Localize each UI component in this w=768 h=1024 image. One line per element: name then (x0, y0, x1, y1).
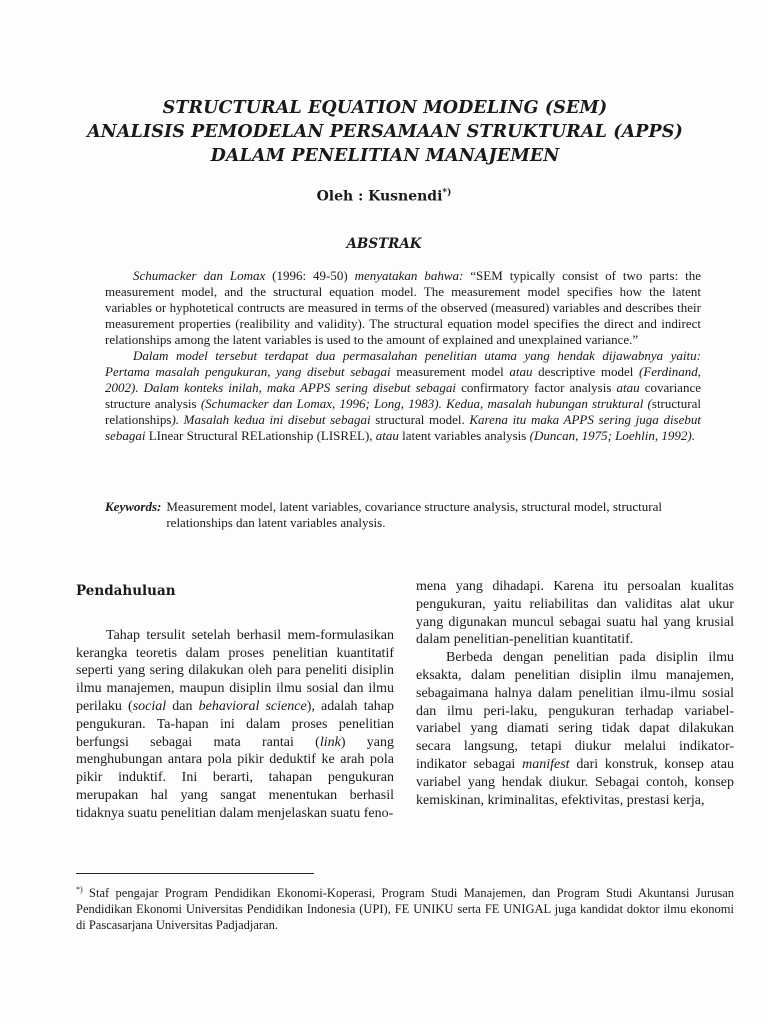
text-span: (Ferdinand, 2002). Dalam konteks inilah, maka APPS sering disebut sebagai (105, 364, 701, 395)
text-span: ) yang menghubungan antara pola pikir deduktif ke arah pola pikir induktif. Ini berarti, tahapan pengukuran merupakan hal yang sangat menentukan berhasil tidaknya suatu penelitian dalam menjelaskan suatu feno- (76, 734, 394, 821)
footnote-divider (76, 873, 314, 874)
text-span: (Schumacker dan Lomax, 1996; Long, 1983). Kedua, masalah hubungan struktural ( (200, 396, 652, 411)
paper-title (40, 96, 730, 168)
body-paragraph: mena yang dihadapi. Karena itu persoalan kualitas pengukuran, yaitu reliabilitas dan validitas alat ukur yang digunakan muncul sebagai suatu hal yang krusial dalam penelitian-penelitian kuantitatif. (416, 579, 734, 648)
text-span: confirmatory factor analysis (456, 380, 617, 395)
text-span: (1996: 49-50) (265, 268, 355, 283)
body-paragraph (76, 627, 394, 823)
text-span: Tahap tersulit setelah berhasil mem-formulasikan kerangka teoretis dalam proses penelitian kuantitatif seperti yang sering dilakukan oleh para peneliti disiplin ilmu manajemen, maupun disiplin ilmu sosial dan ilmu perilaku ( (76, 627, 394, 714)
keywords-label: Keywords: (105, 499, 162, 514)
text-span: menyatakan bahwa: (354, 268, 464, 283)
text-span: Dalam model tersebut terdapat dua permasalahan penelitian utama yang hendak dijawabnya yaitu: Pertama masalah pengukuran, yang disebut sebagai (105, 348, 701, 379)
text-span: atau (375, 428, 399, 443)
text-span: social (132, 698, 167, 714)
text-span: structural model. (370, 412, 470, 427)
left-column (76, 578, 394, 823)
author-footnote-mark: *) (442, 188, 452, 198)
keywords-text: Measurement model, latent variables, covariance structure analysis, structural model, structural relationships dan latent variables analysis. (166, 499, 662, 530)
title-line-1: STRUCTURAL EQUATION MODELING (SEM) (162, 98, 608, 118)
text-span: atau (616, 380, 640, 395)
text-span: atau (509, 364, 533, 379)
abstract-paragraph-2 (105, 348, 701, 444)
text-span: dari konstruk, konsep atau variabel yang hendak diukur. Sebagai contoh, konsep kemiskinan, kriminalitas, efektivitas, prestasi kerja, (416, 756, 735, 808)
author-line (0, 188, 768, 205)
text-span: manifest (522, 756, 570, 772)
abstract-heading: ABSTRAK (346, 236, 422, 252)
text-span: ), adalah tahap pengukuran. Ta-hapan ini dalam proses penelitian berfungsi sebagai mata rantai ( (76, 698, 395, 750)
section-heading: Pendahuluan (76, 583, 176, 599)
text-span: (Duncan, 1975; Loehlin, 1992). (529, 428, 695, 443)
abstract-body (105, 268, 701, 444)
text-span: Berbeda dengan penelitian pada disiplin ilmu eksakta, dalam penelitian disiplin ilmu manajemen, sebagaimana halnya dalam penelitian ilmu-ilmu sosial dan ilmu peri-laku, pengukuran terhadap variabel-variabel yang diamati sering tidak dapat dilakukan secara langsung, tetapi diukur melalui indikator-indikator sebagai (416, 650, 734, 772)
text-span: structural relationships (105, 396, 701, 427)
text-span: link (319, 734, 341, 750)
text-span: “SEM typically consist of two parts: the measurement model, and the structural equation model. The measurement model specifies how the latent variables or hyphotetical contructs are measured in terms of the observed (measured) variables and describes their measurement properties (realibility and validity). The structural equation model specifies the direct and indirect relationships among the latent variables is used to the amount of explained and unexplained variance.” (105, 268, 701, 347)
author-name: Oleh : Kusnendi (316, 188, 443, 205)
text-span: behavioral science (198, 698, 307, 714)
text-span: descriptive model (532, 364, 639, 379)
body-paragraph (416, 649, 734, 809)
right-column (416, 578, 734, 809)
text-span: measurement model (390, 364, 510, 379)
abstract-paragraph-1 (105, 268, 701, 348)
keywords-block (105, 499, 701, 531)
text-span: latent variables analysis (398, 428, 530, 443)
text-span: covariance structure analysis (105, 380, 701, 411)
title-line-3: DALAM PENELITIAN MANAJEMEN (210, 146, 560, 166)
title-line-2: ANALISIS PEMODELAN PERSAMAAN STRUKTURAL (APPS) (87, 122, 683, 142)
text-span: dan (166, 698, 199, 714)
text-span: Karena itu maka APPS sering juga disebut sebagai (105, 412, 701, 443)
text-span: ). Masalah kedua ini disebut sebagai (171, 412, 371, 427)
footnote-text: Staf pengajar Program Pendidikan Ekonomi-Koperasi, Program Studi Manajemen, dan Program Studi Akuntansi Jurusan Pendidikan Ekonomi Universitas Pendidikan Indonesia (UPI), FE UNIKU serta FE UNIGAL juga kandidat doktor ilmu ekonomi di Pascasarjana Universitas Padjadjaran. (76, 886, 734, 933)
footnote (76, 882, 734, 933)
text-span: Schumacker dan Lomax (133, 268, 266, 283)
text-span: LInear Structural RELationship (LISREL), (145, 428, 376, 443)
footnote-mark: *) (76, 885, 83, 894)
